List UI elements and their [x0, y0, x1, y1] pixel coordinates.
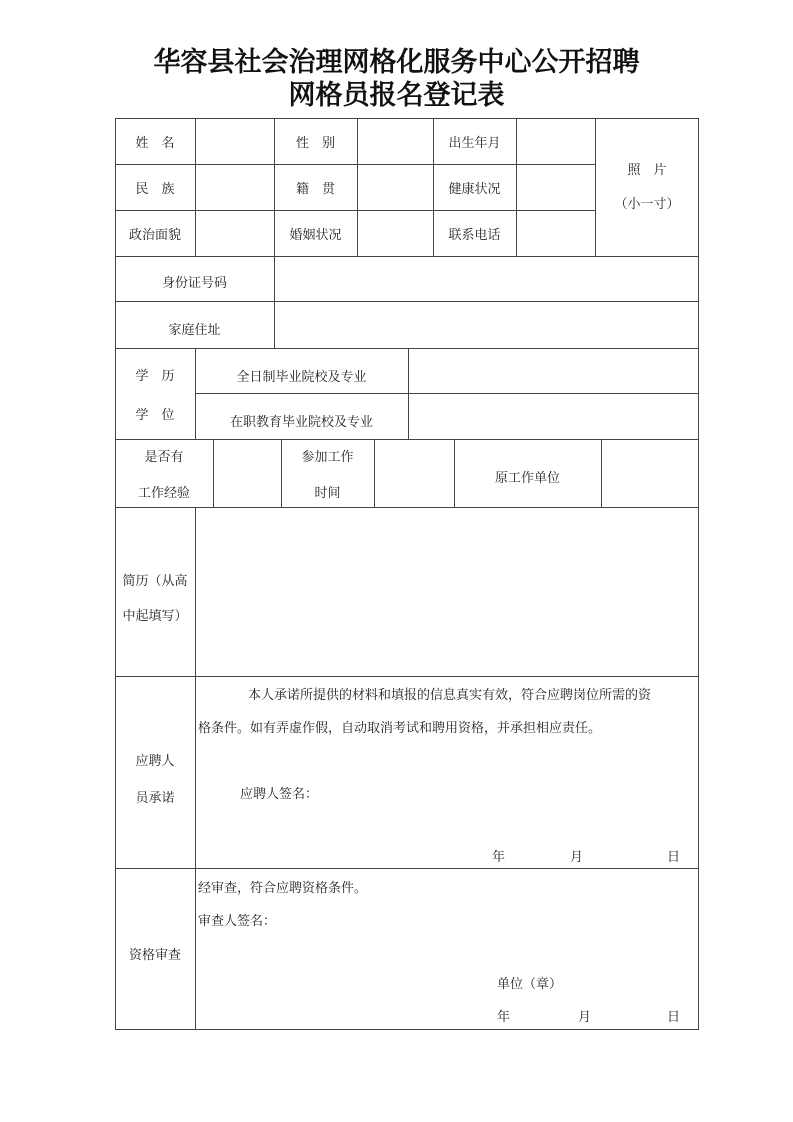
id-number-label: 身份证号码 [161, 276, 227, 291]
inservice-field[interactable] [409, 394, 697, 438]
education-label [115, 348, 195, 439]
unit-seal-label: 单位（章） [497, 977, 563, 992]
native-place-label: 籍 贯 [295, 181, 335, 197]
row-divider [115, 868, 699, 869]
form-title-line1: 华容县社会治理网格化服务中心公开招聘 [153, 47, 640, 78]
ethnicity-label: 民 族 [135, 181, 175, 197]
commitment-year: 年 [492, 850, 506, 865]
address-label: 家庭住址 [168, 323, 221, 338]
birth-label: 出生年月 [448, 135, 501, 151]
resume-label [115, 507, 195, 676]
start-work-label [281, 439, 374, 507]
fulltime-label: 全日制毕业院校及专业 [236, 370, 367, 385]
review-month: 月 [578, 1010, 592, 1025]
review-result-text: 经审查，符合应聘资格条件。 [198, 881, 368, 896]
experience-label-line1: 是否有 [144, 449, 184, 465]
inservice-label: 在职教育毕业院校及专业 [229, 415, 373, 430]
education-label-line1: 学 历 [135, 368, 175, 384]
commitment-label-line1: 应聘人 [135, 754, 175, 769]
commitment-text-line2: 格条件。如有弄虚作假，自动取消考试和聘用资格，并承担相应责任。 [198, 721, 602, 736]
start-work-label-line2: 时间 [314, 485, 341, 501]
resume-field[interactable] [196, 508, 697, 675]
gender-field[interactable] [358, 119, 432, 163]
start-work-label-line1: 参加工作 [301, 449, 354, 465]
row-divider [115, 676, 699, 677]
resume-label-line2: 中起填写） [122, 608, 188, 624]
marital-label: 婚姻状况 [289, 227, 342, 243]
table-border-right [698, 118, 699, 1030]
start-work-field[interactable] [375, 440, 453, 506]
photo-box[interactable] [596, 119, 698, 256]
form-title-line2: 网格员报名登记表 [288, 80, 505, 111]
name-label: 姓 名 [135, 135, 175, 151]
birth-field[interactable] [517, 119, 594, 163]
former-unit-label: 原工作单位 [494, 470, 560, 486]
experience-label [115, 439, 213, 507]
native-place-field[interactable] [358, 165, 432, 209]
reviewer-signature-label: 审查人签名： [198, 914, 277, 929]
id-number-field[interactable] [275, 257, 697, 300]
review-label: 资格审查 [128, 947, 181, 963]
health-label: 健康状况 [448, 181, 501, 197]
political-field[interactable] [196, 211, 273, 255]
review-day: 日 [667, 1010, 681, 1025]
experience-label-line2: 工作经验 [137, 485, 190, 501]
photo-size: （小一寸） [614, 197, 680, 212]
reviewer-signature-field[interactable] [280, 908, 680, 934]
ethnicity-field[interactable] [196, 165, 273, 209]
experience-field[interactable] [214, 440, 280, 506]
political-label: 政治面貌 [128, 227, 181, 243]
education-label-line2: 学 位 [135, 407, 175, 423]
marital-field[interactable] [358, 211, 432, 255]
name-field[interactable] [196, 119, 273, 163]
health-field[interactable] [517, 165, 594, 209]
applicant-signature-field[interactable] [325, 780, 685, 808]
former-unit-field[interactable] [602, 440, 697, 506]
applicant-signature-label: 应聘人签名： [240, 787, 319, 802]
photo-label: 照 片 [627, 163, 667, 178]
commitment-day: 日 [667, 850, 681, 865]
gender-label: 性 别 [295, 135, 335, 151]
fulltime-field[interactable] [409, 349, 697, 392]
commitment-month: 月 [570, 850, 584, 865]
commitment-text-line1: 本人承诺所提供的材料和填报的信息真实有效，符合应聘岗位所需的资 [248, 688, 652, 703]
address-field[interactable] [275, 302, 697, 347]
commitment-label [115, 676, 195, 868]
phone-label: 联系电话 [448, 227, 501, 243]
review-year: 年 [497, 1010, 511, 1025]
commitment-label-line2: 员承诺 [135, 791, 175, 806]
phone-field[interactable] [517, 211, 594, 255]
resume-label-line1: 简历（从高 [122, 573, 188, 589]
table-border-bottom [115, 1029, 699, 1030]
